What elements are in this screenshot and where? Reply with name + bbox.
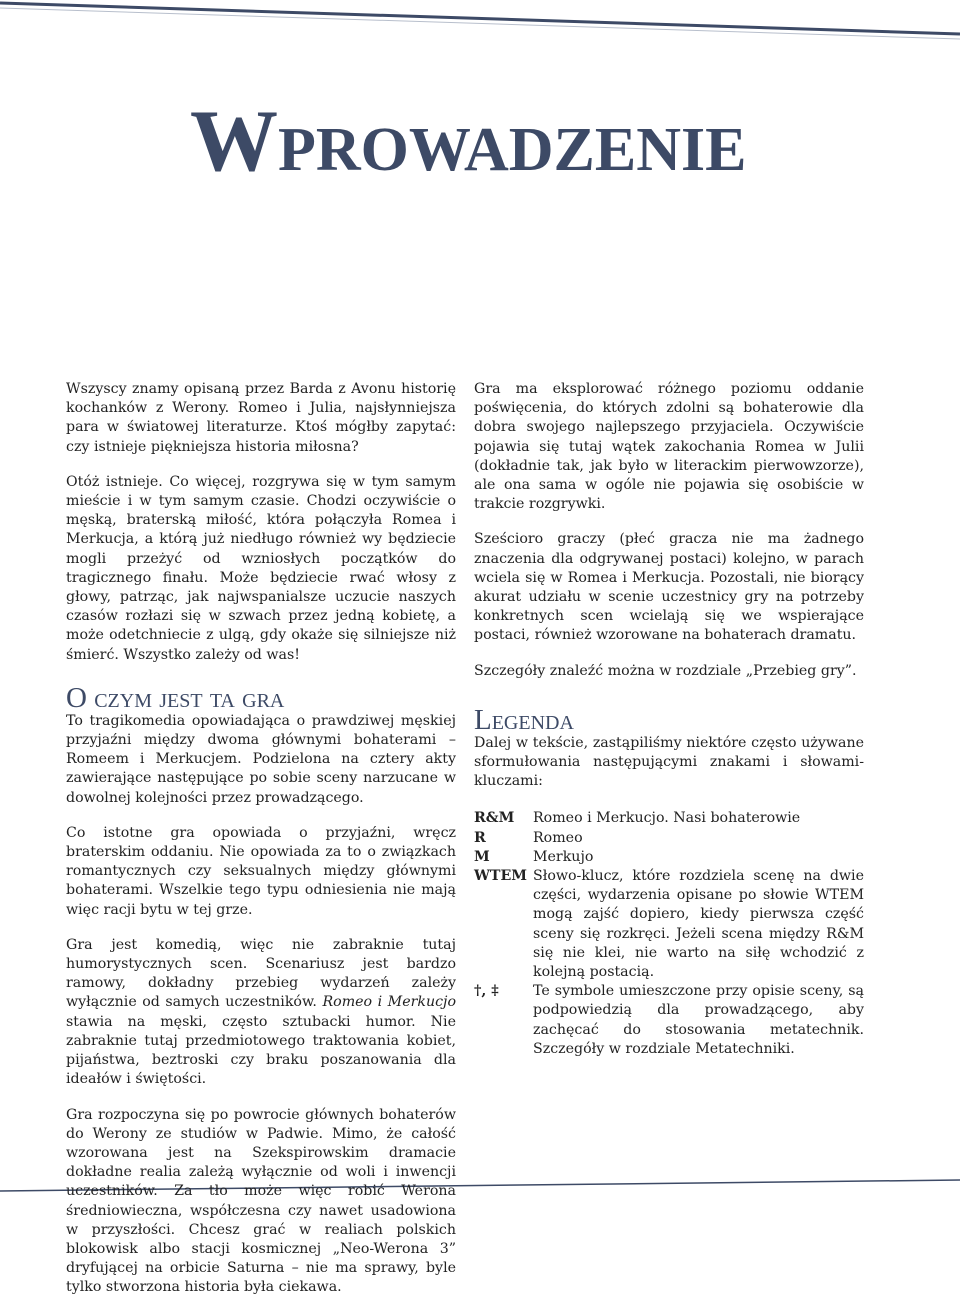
about-paragraph-3-part-a: Gra jest komedią, więc nie zabraknie tutaj humorystycznych scen. Scenariusz jest bardzo ramowy, dokładny przebieg wydarzeń zależy wyłącznie od samych uczestników. [66,936,456,1011]
legend-description: Te symbole umieszczone przy opisie sceny, są podpowiedzią dla prowadzącego, aby zachęcać do stosowania metatechnik. Szczegóły w rozdziale Metatechniki. [533,983,864,1057]
legend-description: Romeo i Merkucjo. Nasi bohaterowie [533,810,801,827]
about-paragraph-3-part-b: stawia na męski, często sztubacki humor. Nie zabraknie tutaj przedmiotowego traktowania kobiet, pijaństwa, beztroski czy braku poszanowania dla ideałów i świętości. [66,1013,456,1088]
legend-key: †, ‡ [474,983,499,1000]
legend-key: M [474,848,490,865]
right-column [474,380,864,1059]
top-border-line-thin [0,8,960,39]
legend-description: Słowo-klucz, które rozdziela scenę na dwie części, wydarzenia opisane po słowie WTEM mogą zajść dopiero, kiedy pierwsza część sceny się rozkręci. Jeżeli scena między R&M się nie klei, nie warto na siłę wchodzić z kolejną postacią. [533,868,864,981]
legend-description: Merkujo [533,848,594,865]
legend-key: R&M [474,810,515,827]
left-column [66,380,456,1314]
legend-item [474,829,864,848]
legend-item [474,982,864,1059]
intro-paragraph-2: Otóż istnieje. Co więcej, rozgrywa się w tym samym mieście i w tym samym czasie. Chodzi oczywiście o męską, braterską miłość, która połączyła Romea i Merkucja, a którą już niedługo również wy będziecie mogli przeżyć od wzniosłych początków do tragicznego finału. Może będziecie rwać włosy z głowy, patrząc, jak najwspanialsze uczucie naszych czasów rozłazi się w szwach przez jedną kobietę, a może odetchniecie z ulgą, gdy okaże się silniejsze niż śmierć. Wszystko zależy od was! [66,473,456,663]
legend-key: R [474,829,486,846]
legend-key: WTEM [474,868,528,885]
game-title-emphasis: Romeo i Merkucjo [322,994,457,1011]
section-heading-legend: Legenda [474,703,574,736]
legend-intro: Dalej w tekście, zastąpiliśmy niektóre często używane sformułowania następującymi znakami i słowami-kluczami: [474,734,864,790]
about-paragraph-3 [66,936,456,1090]
page-title: Wprowadzenie [190,93,747,190]
right-paragraph-1: Gra ma eksplorować różnego poziomu oddanie poświęcenia, do których zdolni są bohaterowie dla dobra swojego najlepszego przyjaciela. Oczywiście pojawia się tutaj wątek zakochania Romea w Julii (dokładnie tak, jak było w literackim pierwowzorze), ale ona sama w ogóle nie pojawia się osobiście w trakcie rozgrywki. [474,381,864,513]
about-paragraph-1: To tragikomedia opowiadająca o prawdziwej męskiej przyjaźni między dwoma głównymi bohaterami – Romeem i Merkucjem. Podzielona na cztery akty zawierające następujące po sobie sceny narzucane w dowolnej kolejności przez prowadzącego. [66,712,456,806]
legend-description: Romeo [533,829,583,846]
right-paragraph-2: Sześcioro graczy (płeć gracza nie ma żadnego znaczenia dla odgrywanej postaci) kolejno, w parach wciela się w Romea i Merkucja. Pozostali, nie biorący akurat udziału w scenie uczestnicy gry na potrzeby konkretnych scen wcielają się we wspierające postaci, również wzorowane na bohaterach dramatu. [474,531,864,644]
legend-item [474,867,864,982]
section-heading-about: O czym jest ta gra [66,681,285,714]
intro-paragraph-1: Wszyscy znamy opisaną przez Barda z Avonu historię kochanków z Werony. Romeo i Julia, najsłynniejsza para w światowej literaturze. Ktoś mógłby zapytać: czy istnieje piękniejsza historia miłosna? [66,381,456,455]
top-border-line [0,3,960,34]
right-paragraph-3: Szczegóły znaleźć można w rozdziale „Przebieg gry”. [474,662,857,679]
about-paragraph-4: Gra rozpoczyna się po powrocie głównych bohaterów do Werony ze studiów w Padwie. Mimo, że całość wzorowana jest na Szekspirowskim dramacie dokładne realia zależą wyłącznie od woli i inwencji uczestników. Za tło może więc robić Werona średniowieczna, współczesna czy nawet usadowiona w przyszłości. Chcesz grać w realiach polskich blokowisk albo stacji kosmicznej „Neo-Werona 3” dryfującej na orbicie Saturna – nie ma sprawy, byle tylko stworzona historia była ciekawa. [66,1106,456,1296]
legend-item [474,809,864,828]
about-paragraph-2: Co istotne gra opowiada o przyjaźni, wręcz braterskim oddaniu. Nie opowiada za to o związkach romantycznych czy seksualnych między głównymi bohaterami. Wszelkie tego typu odniesienia nie mają więc racji bytu w tej grze. [66,824,456,918]
legend-item [474,848,864,867]
legend-list [474,809,864,1059]
